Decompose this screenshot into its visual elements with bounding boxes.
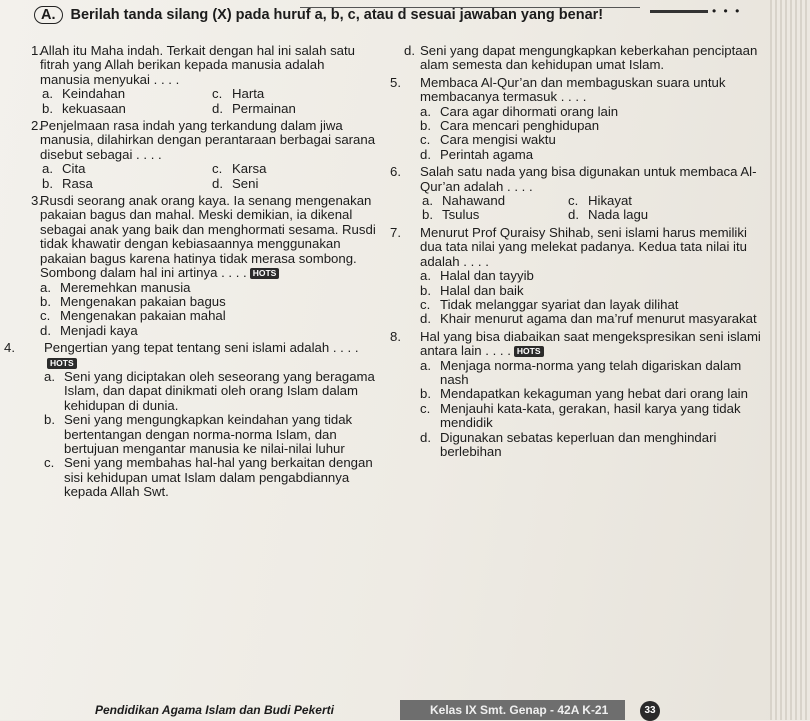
option-letter: c. — [568, 193, 579, 209]
option-d[interactable] — [568, 208, 770, 222]
option-b[interactable] — [40, 295, 376, 309]
option-letter: a. — [44, 368, 55, 384]
question-stem-text: Pengertian yang tepat tentang seni islami adalah . . . . — [44, 340, 359, 356]
option-letter: c. — [420, 400, 431, 416]
option-letter: c. — [40, 308, 51, 324]
option-letter: b. — [42, 175, 53, 191]
option-c[interactable] — [44, 456, 376, 499]
option-text: Rasa — [62, 175, 93, 191]
option-a[interactable] — [420, 359, 770, 388]
option-grid — [42, 87, 376, 116]
option-text: Menjauhi kata-kata, gerakan, hasil karya yang tidak mendidik — [440, 400, 741, 431]
option-letter: c. — [212, 86, 223, 102]
option-grid — [422, 194, 770, 223]
question-6 — [372, 165, 770, 223]
option-letter: d. — [568, 207, 579, 223]
option-text: Tsulus — [442, 207, 480, 223]
question-8 — [372, 330, 770, 460]
footer-class-label: Kelas IX Smt. Genap - 42A K-21 — [400, 700, 625, 720]
option-letter: b. — [420, 282, 431, 298]
option-a[interactable] — [42, 87, 206, 101]
page-edge — [770, 0, 810, 720]
question-number: 2. — [31, 118, 42, 134]
option-letter: d. — [420, 146, 431, 162]
question-stem: Allah itu Maha indah. Terkait dengan hal ini salah satu fitrah yang Allah berikan kepada manusia adalah manusia menyukai . . . . — [40, 43, 355, 87]
option-list — [420, 105, 770, 163]
option-d[interactable] — [420, 312, 770, 326]
option-b[interactable] — [422, 208, 562, 222]
option-text: Karsa — [232, 161, 267, 177]
option-a[interactable] — [422, 194, 562, 208]
option-letter: a. — [42, 161, 53, 177]
question-stem-text: Hal yang bisa diabaikan saat mengekspresikan seni islami antara lain . . . . — [420, 328, 761, 359]
top-dash — [650, 10, 708, 13]
option-letter: b. — [420, 386, 431, 402]
option-text: Seni yang dapat mengungkapkan keberkahan penciptaan alam semesta dan kehidupan umat Islam. — [420, 43, 758, 73]
hots-badge: HOTS — [47, 358, 77, 369]
question-7 — [372, 226, 770, 327]
option-a[interactable] — [420, 269, 770, 283]
left-column — [4, 44, 376, 503]
option-letter: d. — [212, 175, 223, 191]
option-letter: c. — [44, 455, 55, 471]
question-stem: Menurut Prof Quraisy Shihab, seni islami harus memiliki dua tata nilai yang melekat padanya. Kedua tata nilai itu adalah . . . . — [420, 224, 747, 269]
option-text: Cara mengisi waktu — [440, 132, 556, 148]
hots-badge: HOTS — [514, 346, 544, 357]
option-text: Menjaga norma-norma yang telah digariskan dalam nash — [440, 357, 742, 387]
option-text: Mengenakan pakaian bagus — [60, 293, 226, 309]
option-text: Cara mencari penghidupan — [440, 118, 600, 134]
option-letter: d. — [212, 100, 223, 116]
option-c[interactable] — [40, 309, 376, 323]
question-4-option-d[interactable] — [372, 44, 770, 73]
option-text: Seni yang diciptakan oleh seseorang yang beragama Islam, dan dapat dinikmati oleh orang Islam dalam kehidupan di dunia. — [64, 368, 375, 413]
option-text: Permainan — [232, 100, 296, 116]
option-letter: d. — [420, 311, 431, 327]
option-d[interactable] — [420, 431, 770, 460]
question-stem-text: Rusdi seorang anak orang kaya. Ia senang mengenakan pakaian bagus dan mahal. Meski demikian, ia dikenal sebagai anak yang baik dan menghormati sesama. Rusdi tidak khawatir dengan kebiasaannya menggunakan pakaian bagus karena hatinya tidak merasa sombong. Sombong dalam hal ini artinya . . . . — [40, 193, 376, 281]
question-number: 8. — [390, 328, 401, 344]
question-stem: Penjelmaan rasa indah yang terkandung dalam jiwa manusia, dilahirkan dengan perantaraan berbagai sarana disebut sebagai . . . . — [40, 118, 376, 162]
question-stem — [44, 341, 376, 370]
option-text: Menjadi kaya — [60, 322, 138, 338]
option-grid — [42, 162, 376, 191]
option-letter: d. — [404, 43, 415, 58]
option-letter: b. — [420, 118, 431, 134]
option-text: Keindahan — [62, 86, 126, 102]
option-text: Nada lagu — [588, 207, 649, 223]
footer-book-title: Pendidikan Agama Islam dan Budi Pekerti — [95, 703, 334, 717]
option-d[interactable] — [40, 324, 376, 338]
option-letter: d. — [420, 429, 431, 445]
option-text: Halal dan tayyib — [440, 268, 534, 284]
option-text: Cita — [62, 161, 86, 177]
option-text: Nahawand — [442, 193, 506, 209]
option-text: Perintah agama — [440, 146, 534, 162]
option-c[interactable] — [420, 298, 770, 312]
option-a[interactable] — [40, 281, 376, 295]
question-3 — [4, 194, 376, 338]
option-letter: b. — [42, 100, 53, 116]
option-letter: a. — [40, 279, 51, 295]
question-number: 1. — [31, 43, 42, 58]
option-b[interactable] — [44, 413, 376, 456]
option-text: Digunakan sebatas keperluan dan menghindari berlebihan — [440, 429, 717, 459]
question-number: 3. — [31, 193, 42, 209]
question-stem: Membaca Al-Qur’an dan membaguskan suara untuk membacanya termasuk . . . . — [420, 74, 726, 105]
option-text: Harta — [232, 86, 265, 102]
option-letter: a. — [420, 268, 431, 284]
option-text: Tidak melanggar syariat dan layak dilihat — [440, 296, 679, 312]
section-instruction: Berilah tanda silang (X) pada huruf a, b, c, atau d sesuai jawaban yang benar! — [70, 7, 604, 23]
option-text: Mendapatkan kekaguman yang hebat dari orang lain — [440, 386, 748, 402]
option-letter: a. — [420, 103, 431, 119]
option-list — [420, 359, 770, 460]
option-d[interactable] — [420, 148, 770, 162]
option-text: Seni yang mengungkapkan keindahan yang tidak bertentangan dengan norma-norma Islam, dan bertujuan mengantar manusia ke nilai-nilai luhur — [64, 412, 353, 456]
option-text: Halal dan baik — [440, 282, 524, 298]
option-letter: c. — [420, 132, 431, 148]
option-letter: d. — [40, 322, 51, 338]
top-dots: • • • — [712, 4, 742, 18]
option-text: Khair menurut agama dan ma’ruf menurut masyarakat — [440, 311, 757, 327]
option-c[interactable] — [568, 194, 770, 208]
option-b[interactable] — [420, 284, 770, 298]
option-c[interactable] — [212, 87, 376, 101]
option-text: Hikayat — [588, 193, 632, 209]
option-list — [420, 269, 770, 327]
option-a[interactable] — [420, 105, 770, 119]
option-letter: a. — [420, 357, 431, 373]
option-b[interactable] — [420, 119, 770, 133]
option-d[interactable] — [212, 177, 376, 191]
option-text: Cara agar dihormati orang lain — [440, 103, 619, 119]
option-letter: a. — [42, 86, 53, 102]
option-b[interactable] — [420, 387, 770, 401]
option-b[interactable] — [42, 177, 206, 191]
question-stem — [40, 194, 376, 280]
option-a[interactable] — [44, 370, 376, 413]
question-1 — [4, 44, 376, 116]
option-letter: b. — [422, 207, 433, 223]
question-5 — [372, 76, 770, 162]
hots-badge: HOTS — [250, 268, 280, 279]
option-list — [44, 370, 376, 500]
option-a[interactable] — [42, 162, 206, 176]
option-list — [40, 281, 376, 339]
option-c[interactable] — [420, 402, 770, 431]
option-letter: a. — [422, 193, 433, 209]
question-stem: Salah satu nada yang bisa digunakan untuk membaca Al-Qur’an adalah . . . . — [420, 164, 757, 194]
question-number: 5. — [390, 74, 401, 90]
option-d[interactable] — [212, 102, 376, 116]
section-heading — [34, 6, 603, 24]
page-number: 33 — [640, 701, 660, 721]
right-column — [372, 44, 770, 462]
question-number: 6. — [390, 164, 401, 180]
option-b[interactable] — [42, 102, 206, 116]
option-text: kekuasaan — [62, 100, 126, 116]
section-letter: A. — [34, 6, 63, 24]
option-letter: b. — [44, 412, 55, 428]
question-2 — [4, 119, 376, 191]
option-text: Seni yang membahas hal-hal yang berkaitan dengan sisi kehidupan umat Islam dalam pengabdiannya kepada Allah Swt. — [64, 455, 373, 500]
question-4 — [4, 341, 376, 499]
option-letter: b. — [40, 293, 51, 309]
option-letter: c. — [212, 161, 223, 177]
question-stem — [420, 330, 770, 359]
option-c[interactable] — [420, 133, 770, 147]
question-number: 7. — [390, 224, 401, 240]
option-text: Mengenakan pakaian mahal — [60, 308, 226, 324]
option-c[interactable] — [212, 162, 376, 176]
option-text: Meremehkan manusia — [60, 279, 191, 295]
option-letter: c. — [420, 296, 431, 312]
option-text: Seni — [232, 175, 259, 191]
question-number: 4. — [4, 340, 15, 356]
